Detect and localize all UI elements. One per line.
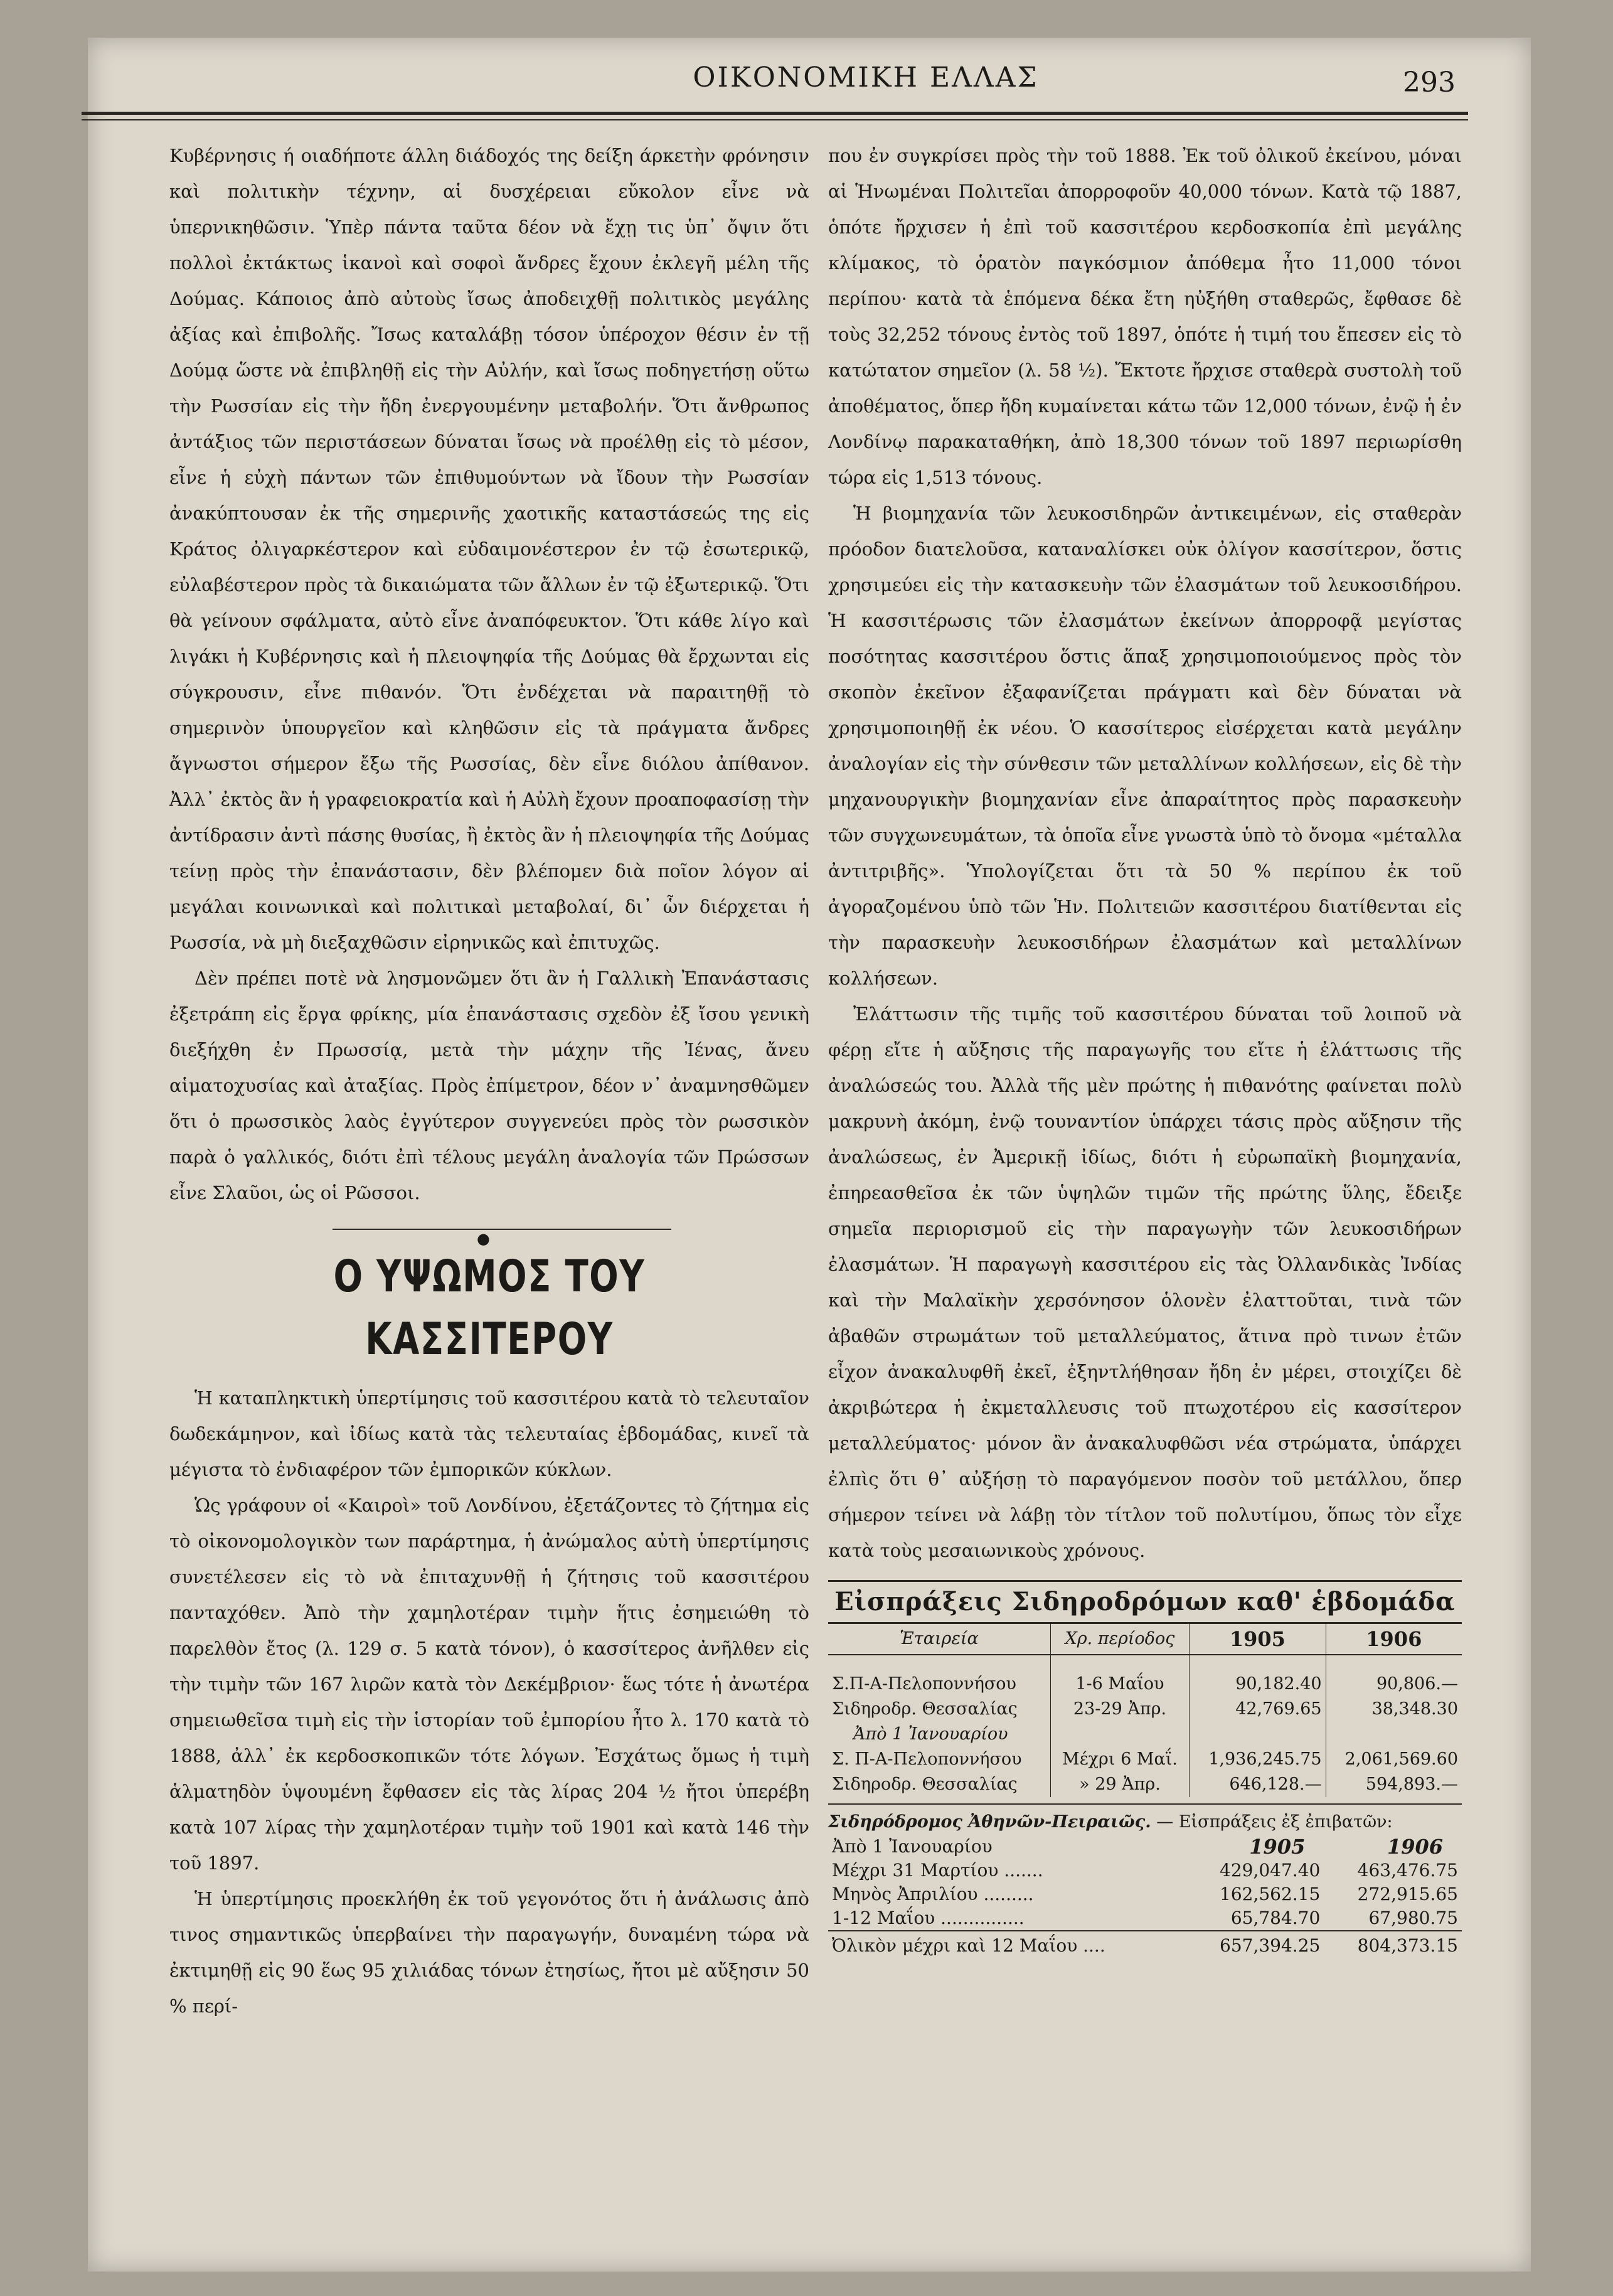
paragraph: Κυβέρνησις ή οιαδήποτε άλλη διάδοχός της δείξη άρκετὴν φρόνησιν καὶ πολιτικὴν τέχνην, αἱ δυσχέρειαι εὔκολον εἶνε νὰ ὑπερνικηθῶσιν. Ὑπὲρ πάντα ταῦτα δέον νὰ ἔχῃ τις ὑπ᾿ ὄψιν ὅτι πολλοὶ ἐκτάκτως ἱκανοὶ καὶ σοφοὶ ἄνδρες ἔχουν ἐκλεγῆ μέλη τῆς Δούμας. Κάποιος ἀπὸ αὐτοὺς ἴσως ἀποδειχθῇ πολιτικὸς μεγάλης ἀξίας καὶ ἐπιβολῆς. Ἴσως καταλάβῃ τόσον ὑπέροχον θέσιν ἐν τῇ Δούμᾳ ὥστε νὰ ἐπιβληθῇ εἰς τὴν Αὐλήν, καὶ ἴσως ποδηγετήσῃ οὕτω τὴν Ρωσσίαν εἰς τὴν ἤδη ἐνεργουμένην μεταβολήν. Ὅτι ἄνθρωπος ἀντάξιος τῶν περιστάσεων δύναται ἴσως νὰ προέλθῃ εἰς τὸ μέσον, εἶνε ἡ εὐχὴ πάντων τῶν ἐπιθυμούντων νὰ ἴδουν τὴν Ρωσσίαν ἀνακύπτουσαν ἐκ τῆς σημερινῆς χαοτικῆς καταστάσεώς της εἰς Κράτος ὀλιγαρκέστερον καὶ εὐδαιμονέστερον ἐν τῷ ἐσωτερικῷ, εὐλαβέστερον πρὸς τὰ δικαιώματα τῶν ἄλλων ἐν τῷ ἐξωτερικῷ. Ὅτι θὰ γείνουν σφάλματα, αὐτὸ εἶνε ἀναπόφευκτον. Ὅτι κάθε λίγο καὶ λιγάκι ἡ Κυβέρνησις καὶ ἡ πλειοψηφία τῆς Δούμας θὰ ἔρχωνται εἰς σύγκρουσιν, εἶνε πιθανόν. Ὅτι ἐνδέχεται νὰ παραιτηθῇ τὸ σημερινὸν ὑπουργεῖον καὶ κληθῶσιν εἰς τὰ πράγματα ἄνδρες ἄγνωστοι σήμερον ἔξω τῆς Ρωσσίας, δὲν εἶνε διόλου ἀπίθανον. Ἀλλ᾿ ἐκτὸς ἂν ἡ γραφειοκρατία καὶ ἡ Αὐλὴ ἔχουν προαποφασίσῃ τὴν ἀντίδρασιν ἀντὶ πάσης θυσίας, ἢ ἐκτὸς ἂν ἡ πλειοψηφία τῆς Δούμας τείνῃ πρὸς τὴν ἐπανάστασιν, δὲν βλέπομεν διὰ ποῖον λόγον αἱ μεγάλαι κοινωνικαὶ καὶ πολιτικαὶ μεταβολαί, δι᾿ ὧν διέρχεται ἡ Ρωσσία, νὰ μὴ διεξαχθῶσιν εἰρηνικῶς καὶ ἐπιτυχῶς. [169,145,809,953]
table-subhead: Ἀπὸ 1 Ἰανουαρίου [828,1722,1050,1747]
athens-railway-caption: — Εἰσπράξεις ἐξ ἐπιβατῶν: [1156,1812,1393,1832]
table-cell: Ὀλικὸν μέχρι καὶ 12 Μαΐου .... [828,1931,1186,1958]
athens-railway-heading [828,1803,1462,1835]
page-number: 293 [1403,67,1456,99]
separator-dot: ● [477,1230,490,1247]
table-row [828,1882,1462,1906]
table-cell: 90,806.— [1376,1674,1458,1694]
table-cell: Μέχρι 31 Μαρτίου ....... [832,1860,1043,1881]
table-cell: Μέχρι 6 Μαΐ. [1050,1747,1189,1772]
table-cell: 429,047.40 [1220,1860,1321,1881]
table-cell: 1,936,245.75 [1190,1747,1326,1772]
paragraph: που ἐν συγκρίσει πρὸς τὴν τοῦ 1888. Ἐκ τοῦ ὀλικοῦ ἐκείνου, μόναι αἱ Ἡνωμέναι Πολιτεῖαι ἀπορροφοῦν 40,000 τόνων. Κατὰ τῷ 1887, ὁπότε ἤρχισεν ἡ ἐπὶ τοῦ κασσιτέρου κερδοσκοπία ἐπὶ μεγάλης κλίμακος, τὸ ὁρατὸν παγκόσμιον ἀπόθεμα ἦτο 11,000 τόνοι περίπου· κατὰ τὰ ἑπόμενα δέκα ἔτη ηὐξήθη σταθερῶς, ἔφθασε δὲ τοὺς 32,252 τόνους ἐντὸς τοῦ 1897, ὁπότε ἡ τιμή του ἔπεσεν εἰς τὸ κατώτατον σημεῖον (λ. 58 ½). Ἔκτοτε ἤρχισε σταθερὰ συστολὴ τοῦ ἀποθέματος, ὅπερ ἤδη κυμαίνεται κάτω τῶν 12,000 τόνων, ἐνῷ ἡ ἐν Λονδίνῳ παρακαταθήκη, ἀπὸ 18,300 τόνων τοῦ 1897 περιωρίσθη τώρα εἰς 1,513 τόνους. [828,145,1462,488]
table-cell: 2,061,569.60 [1344,1749,1458,1769]
table-cell: 67,980.75 [1368,1908,1458,1928]
rail-table-title: Εἰσπράξεις Σιδηροδρόμων καθ' ἑβδομάδα [834,1587,1456,1616]
page-header [94,55,1474,105]
column-header: 1906 [1326,1624,1462,1655]
table-cell: Ἀπὸ 1 Ἰανουαρίου [832,1836,993,1857]
table-header-row [828,1835,1462,1859]
table-row [828,1722,1462,1747]
paragraph: Ὡς γράφουν οἱ «Καιροὶ» τοῦ Λονδίνου, ἐξετάζοντες τὸ ζήτημα εἰς τὸ οἰκονομολογικὸν των παράρτημα, ἡ ἀνώμαλος αὐτὴ ὑπερτίμησις συνετέλεσεν εἰς τὸ νὰ ἐπιταχυνθῇ ἡ ζήτησις τοῦ κασσιτέρου πανταχόθεν. Ἀπὸ τὴν χαμηλοτέραν τιμὴν ἥτις ἐσημειώθη τὸ παρελθὸν ἔτος (λ. 129 σ. 5 κατὰ τόνον), ὁ κασσίτερος ἀνῆλθεν εἰς τὴν τιμὴν τῶν 167 λιρῶν κατὰ τὸν Δεκέμβριον· ἕως τότε ἡ ἀνωτέρα σημειωθεῖσα τιμὴ εἰς τὴν ἱστορίαν τοῦ ἐμπορίου ἦτο λ. 170 κατὰ τὸ 1888, ἀλλ᾿ ἐκ κερδοσκοπικῶν τότε λόγων. Ἐσχάτως ὅμως ἡ τιμὴ ἁλματηδὸν ὑψουμένη ἔφθασεν εἰς τὰς λίρας 204 ½ ἤτοι ὑπερέβη κατὰ 107 λίρας τὴν χαμηλοτέραν τιμὴν τοῦ 1901 καὶ κατὰ 146 τὴν τοῦ 1897. [169,1495,809,1874]
table-cell: 646,128.— [1190,1772,1326,1797]
header-rule [82,112,1468,115]
left-column [169,138,809,2024]
header-rule-thin [82,119,1468,120]
table-cell: 594,893.— [1365,1775,1458,1794]
table-cell: Σ.Π-Α-Πελοποννήσου [828,1672,1050,1697]
column-header: Χρ. περίοδος [1050,1624,1189,1655]
table-row [828,1906,1462,1931]
table-cell: 23-29 Ἀπρ. [1050,1697,1189,1722]
table-total-row [828,1931,1462,1958]
table-row [828,1697,1462,1722]
table-cell: 657,394.25 [1186,1931,1324,1958]
table-cell: 272,915.65 [1357,1884,1458,1904]
paragraph: Ἡ βιομηχανία τῶν λευκοσιδηρῶν ἀντικειμένων, εἰς σταθερὰν πρόοδον διατελοῦσα, καταναλίσκει οὐκ ὀλίγον κασσίτερον, ὅστις χρησιμεύει εἰς τὴν κατασκευὴν τῶν ἐλασμάτων τοῦ λευκοσιδήρου. Ἡ κασσιτέρωσις τῶν ἐλασμάτων ἐκείνων ἀπορροφᾷ μεγίστας ποσότητας κασσιτέρου ὅστις ἅπαξ χρησιμοποιούμενος πρὸς τὸν σκοπὸν ἐκεῖνον ἐξαφανίζεται πράγματι καὶ δὲν δύναται νὰ χρησιμοποιηθῇ ἐκ νέου. Ὁ κασσίτερος εἰσέρχεται κατὰ μεγάλην ἀναλογίαν εἰς τὴν σύνθεσιν τῶν μεταλλίνων κολλήσεων, εἰς δὲ τὴν μηχανουργικὴν βιομηχανίαν εἶνε ἀπαραίτητος πρὸς παρασκευὴν τῶν συγχωνευμάτων, τὰ ὁποῖα εἶνε γνωστὰ ὑπὸ τὸ ὄνομα «μέταλλα ἀντιτριβῆς». Ὑπολογίζεται ὅτι τὰ 50 % περίπου ἐκ τοῦ ἀγοραζομένου ὑπὸ τῶν Ἡν. Πολιτειῶν κασσιτέρου διατίθενται εἰς τὴν παρασκευὴν λευκοσιδήρων ἐλασμάτων καὶ μεταλλίνων κολλήσεων. [828,503,1462,989]
section-separator [169,1220,809,1247]
table-row [828,1859,1462,1882]
table-row [828,1672,1462,1697]
right-column [828,138,1462,1958]
athens-receipts-table [828,1835,1462,1958]
table-header-row [828,1624,1462,1655]
column-header: 1905 [1190,1624,1326,1655]
paragraph: Δὲν πρέπει ποτὲ νὰ λησμονῶμεν ὅτι ἂν ἡ Γαλλικὴ Ἐπανάστασις ἐξετράπη εἰς ἔργα φρίκης, μία ἐπανάστασις σχεδὸν ἐξ ἴσου γενικὴ διεξήχθη ἐν Πρωσσίᾳ, μετὰ τὴν μάχην τῆς Ἰένας, ἄνευ αἱματοχυσίας καὶ ἀταξίας. Πρὸς ἐπίμετρον, δέον ν᾿ ἀναμνησθῶμεν ὅτι ὁ πρωσσικὸς λαὸς ἐγγύτερον συγγενεύει πρὸς τὸν ρωσσικὸν παρὰ ὁ γαλλικός, διότι ἐπὶ τέλους μεγάλη ἀναλογία τῶν Πρώσσων εἶνε Σλαῦοι, ὡς οἱ Ρῶσσοι. [169,968,809,1204]
table-row [828,1747,1462,1772]
table-spacer [828,1655,1462,1672]
table-cell: Σιδηροδρ. Θεσσαλίας [828,1772,1050,1797]
table-cell: 804,373.15 [1324,1931,1462,1958]
paragraph: Ἡ ὑπερτίμησις προεκλήθη ἐκ τοῦ γεγονότος ὅτι ἡ ἀνάλωσις ἀπὸ τινος σημαντικῶς ὑπερβαίνει τὴν παραγωγήν, δυναμένη τώρα νὰ ἐκτιμηθῇ εἰς 90 ἕως 95 χιλιάδας τόνων ἐτησίως, ἤτοι μὲ αὔξησιν 50 % περί- [169,1888,809,2017]
table-cell: 1-12 Μαΐου ............... [832,1908,1025,1928]
table-cell: Σιδηροδρ. Θεσσαλίας [828,1697,1050,1722]
table-cell: 65,784.70 [1230,1908,1321,1928]
table-cell: Σ. Π-Α-Πελοποννήσου [828,1747,1050,1772]
paragraph: Ἐλάττωσιν τῆς τιμῆς τοῦ κασσιτέρου δύναται τοῦ λοιποῦ νὰ φέρῃ εἴτε ἡ αὔξησις τῆς παραγωγῆς του εἴτε ἡ ἐλάττωσις τῆς ἀναλώσεώς του. Ἀλλὰ τῆς μὲν πρώτης ἡ πιθανότης φαίνεται πολὺ μακρυνὴ ἀκόμη, ἐνῷ τουναντίον ὑπάρχει τάσις πρὸς αὔξησιν τῆς ἀναλώσεως, ἐν Ἀμερικῇ ἰδίως, διότι ἡ εὐρωπαϊκὴ βιομηχανία, ἐπηρεασθεῖσα ἐκ τῶν ὑψηλῶν τιμῶν τῆς πρώτης ὕλης, ἔδειξε σημεῖα περιορισμοῦ εἰς τὴν παραγωγὴν τῶν λευκοσιδήρων ἐλασμάτων. Ἡ παραγωγὴ κασσιτέρου εἰς τὰς Ὀλλανδικὰς Ἰνδίας καὶ τὴν Μαλαϊκὴν χερσόνησον ὁλονὲν ἐλαττοῦται, τινὰ τῶν ἀβαθῶν στρωμάτων τοῦ μεταλλεύματος, ἅτινα πρὸ τινων ἐτῶν εἶχον ἀνακαλυφθῆ ἐκεῖ, ἐξηντλήθησαν ἤδη ἐν μέρει, στοιχίζει δὲ ἀκριβώτερα ἡ ἐκμεταλλευσις τοῦ πτωχοτέρου εἰς κασσίτερον μεταλλεύματος· μόνον ἂν ἀνακαλυφθῶσι νέα στρώματα, ὑπάρχει ἐλπὶς ὅτι θ᾿ αὐξήσῃ τὸ παραγόμενον ποσὸν τοῦ μετάλλου, ὅπερ σήμερον τείνει νὰ λάβῃ τὸν τίτλον τοῦ πολυτίμου, ὅπως τὸν εἶχε κατὰ τοὺς μεσαιωνικοὺς χρόνους. [828,1003,1462,1561]
publication-title: ΟΙΚΟΝΟΜΙΚΗ ΕΛΛΑΣ [693,61,1039,93]
table-cell: 90,182.40 [1190,1672,1326,1697]
paragraph: Ἡ καταπληκτικὴ ὑπερτίμησις τοῦ κασσιτέρου κατὰ τὸ τελευταῖον δωδεκάμηνον, καὶ ἰδίως κατὰ τὰς τελευταίας ἑβδομάδας, κινεῖ τὰ μέγιστα τὸ ἐνδιαφέρον τῶν ἐμπορικῶν κύκλων. [169,1387,809,1480]
column-header: 1905 [1249,1835,1306,1859]
rail-receipts-table [828,1624,1462,1797]
table-cell: 162,562.15 [1220,1884,1321,1904]
column-header: 1906 [1387,1835,1443,1859]
athens-railway-name: Σιδηρόδρομος Ἀθηνῶν-Πειραιῶς. [828,1812,1151,1832]
table-row [828,1772,1462,1797]
table-cell: 463,476.75 [1357,1860,1458,1881]
column-header: Ἑταιρεία [828,1624,1050,1655]
article-title: Ο ΥΨΩΜΟΣ ΤΟΥ ΚΑΣΣΙΤΕΡΟΥ [333,1251,646,1365]
table-cell: 42,769.65 [1190,1697,1326,1722]
table-cell: » 29 Ἀπρ. [1050,1772,1189,1797]
rail-table-title-box [828,1580,1462,1624]
table-cell: 38,348.30 [1371,1699,1458,1719]
table-cell: 1-6 Μαΐου [1050,1672,1189,1697]
table-cell: Μηνὸς Ἀπριλίου ......... [832,1884,1034,1904]
